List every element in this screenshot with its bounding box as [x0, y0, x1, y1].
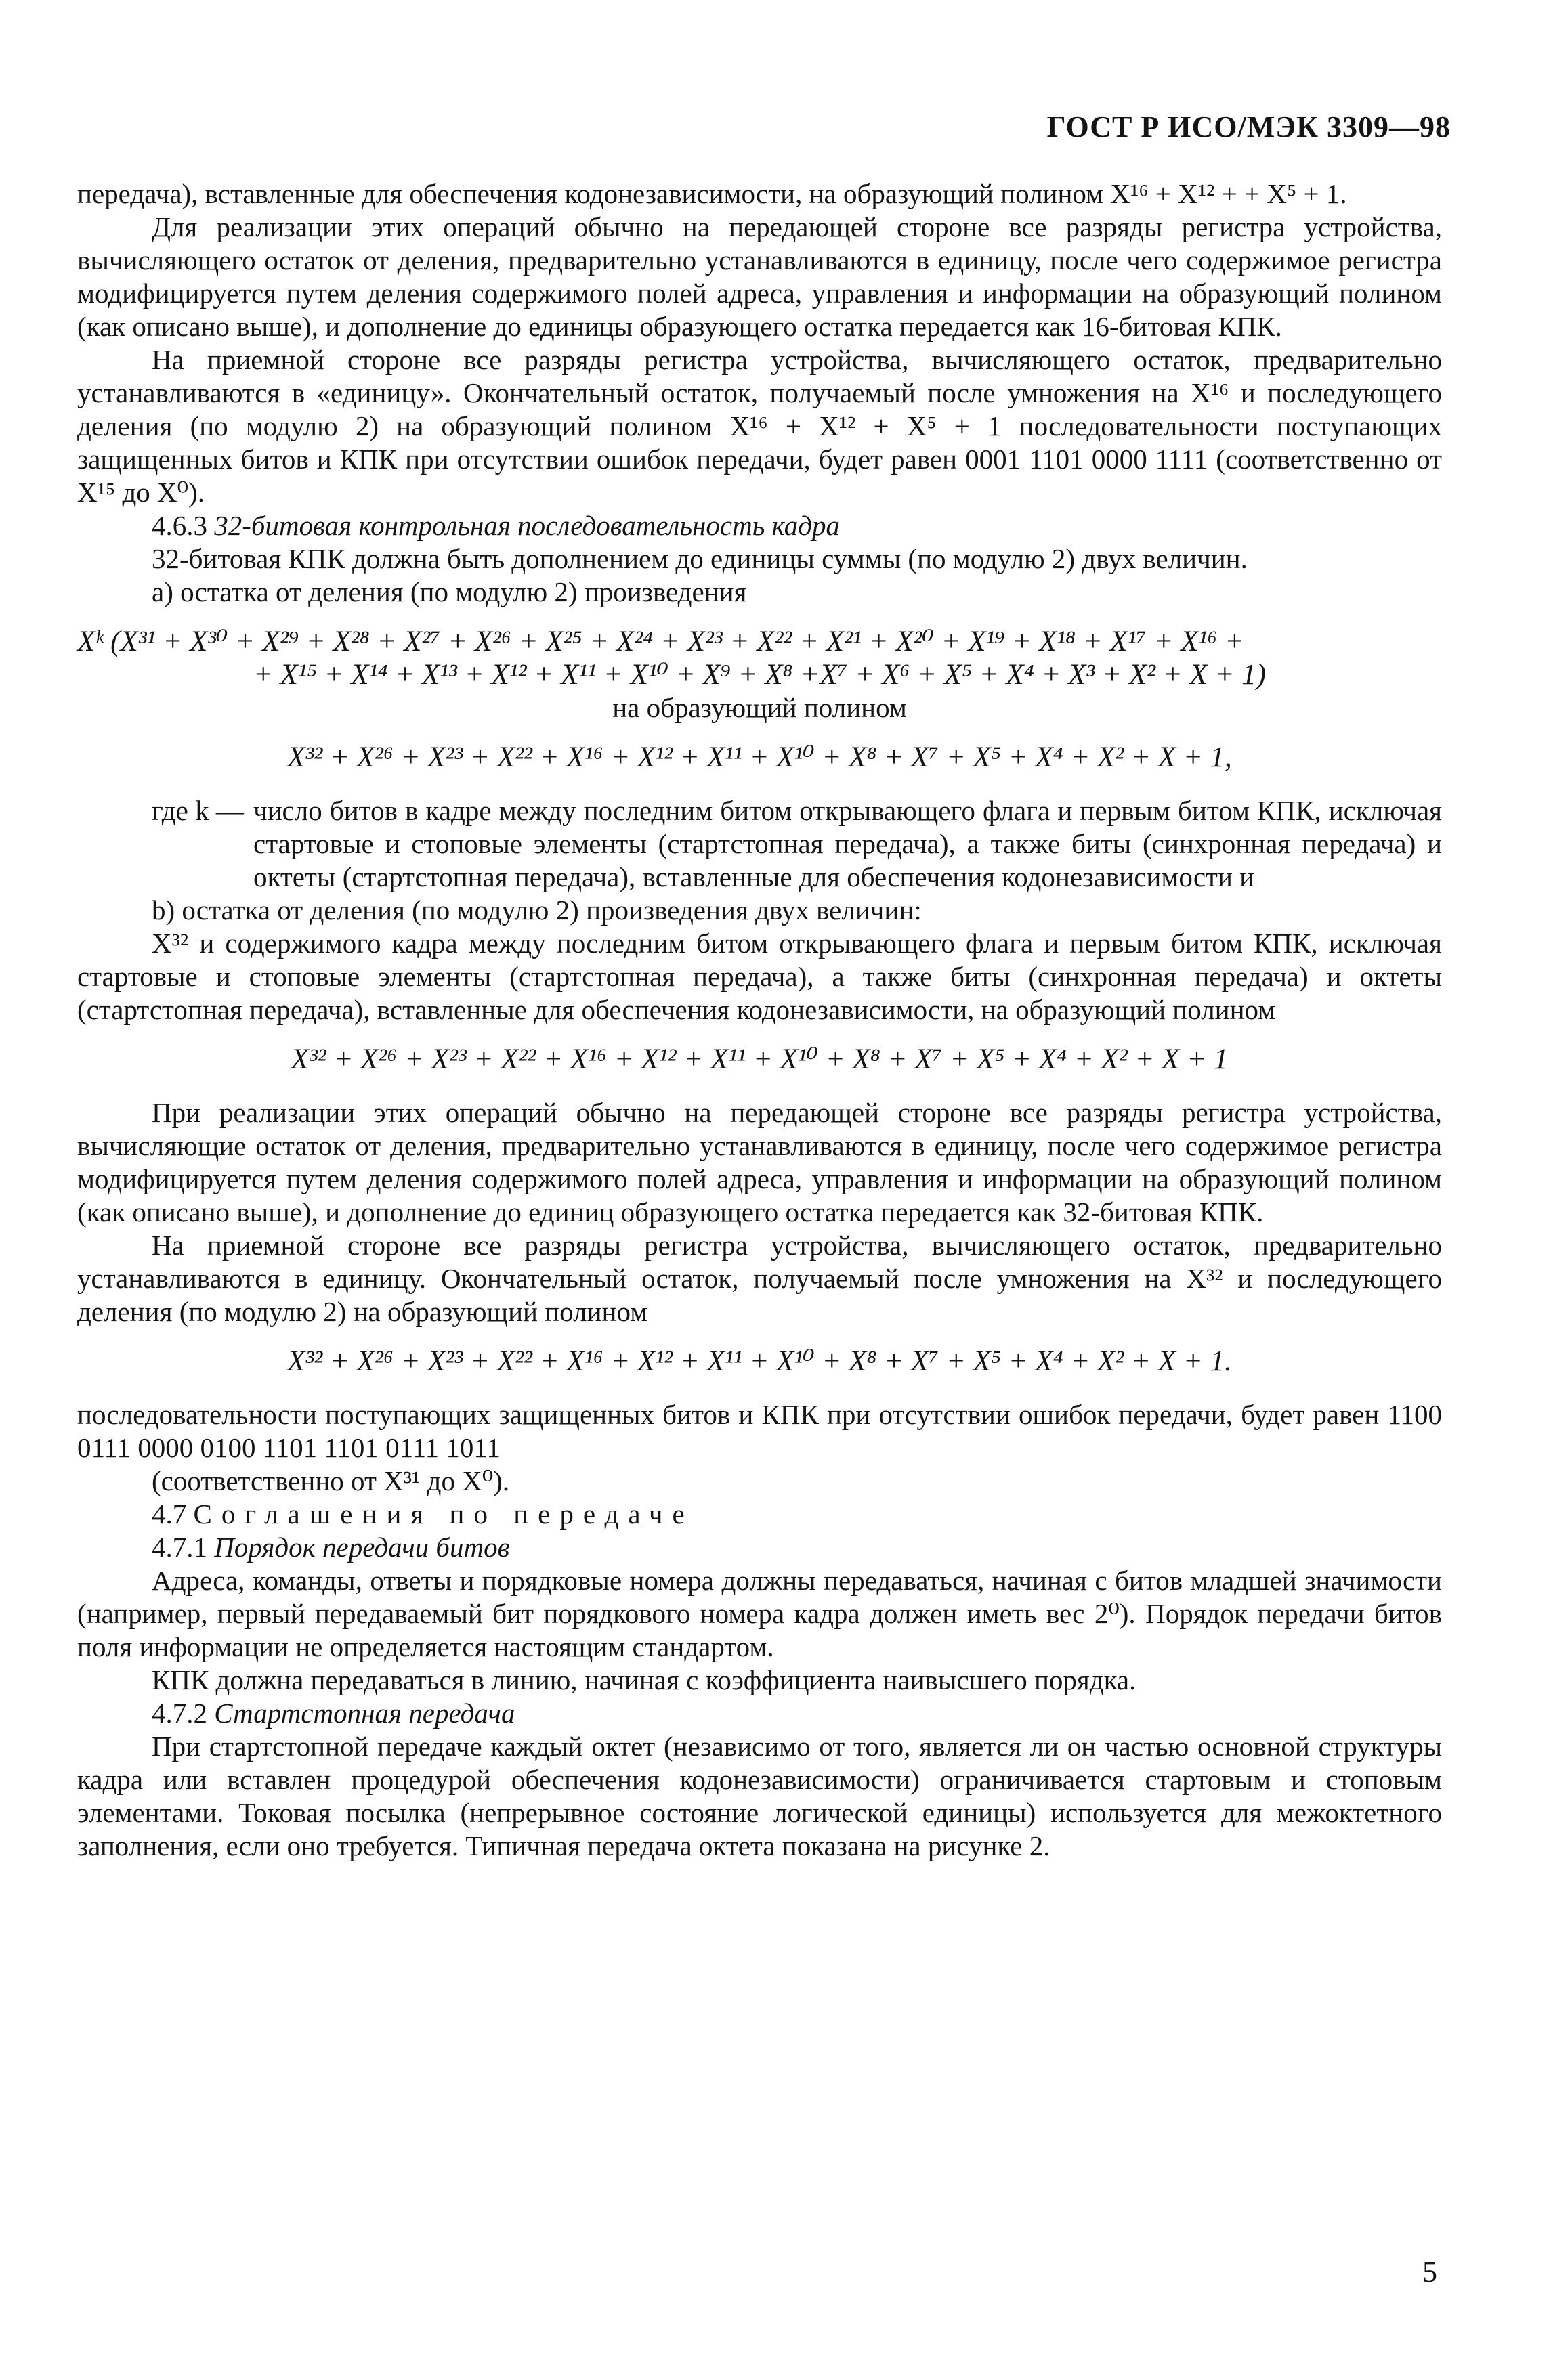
paragraph-fcs-order: КПК должна передаваться в линию, начиная с коэффициента наивысшего порядка.	[152, 1664, 1136, 1695]
paragraph-continuation: передача), вставленные для обеспечения кодонезависимости, на образующий полином X¹⁶ + X¹² + + X⁵ + 1.	[77, 178, 1347, 209]
formula-generator-polynomial-2: X³² + X²⁶ + X²³ + X²² + X¹⁶ + X¹² + X¹¹ + X¹⁰ + X⁸ + X⁷ + X⁵ + X⁴ + X² + X + 1	[291, 1043, 1229, 1075]
paragraph-start-stop: При стартстопной передаче каждый октет (независимо от того, является ли он частью основной структуры кадра или вставлен процедурой обеспечения кодонезависимости) ограничивается стартовым и стоповым элементами. Токовая посылка (непрерывное состояние логической единицы) используется для межоктетного заполнения, если оно требуется. Типичная передача октета показана на рисунке 2.	[77, 1731, 1442, 1861]
formula-caption: на образующий полином	[612, 692, 907, 723]
paragraph-16bit-receive: На приемной стороне все разряды регистра устройства, вычисляющего остаток, предварительно устанавливаются в «единицу». Окончательный остаток, получаемый после умножения на X¹⁶ и последующего деления (по модулю 2) на образующий полином X¹⁶ + X¹² + X⁵ + 1 последовательности поступающих защищенных битов и КПК при отсутствии ошибок передачи, будет равен 0001 1101 0000 1111 (соответственно от X¹⁵ до X⁰).	[77, 344, 1442, 508]
definition-text: число битов в кадре между последним битом открывающего флага и первым битом КПК, исключая стартовые и стоповые элементы (стартстопная передача), а также биты (синхронная передача) и октеты (стартстопная передача), вставленные для обеспечения кодонезависимости и	[253, 795, 1442, 892]
paragraph-32bit-receive: На приемной стороне все разряды регистра устройства, вычисляющего остаток, предварительно устанавливаются в единицу. Окончательный остаток, получаемый после умножения на X³² и последующего деления (по модулю 2) на образующий полином	[77, 1230, 1442, 1327]
definition-label: где k —	[152, 795, 244, 826]
page-number: 5	[1422, 2255, 1437, 2289]
paragraph-bit-order: Адреса, команды, ответы и порядковые номера должны передаваться, начиная с битов младшей значимости (например, первый передаваемый бит порядкового номера кадра должен иметь вес 2⁰). Порядок передачи битов поля информации не определяется настоящим стандартом.	[77, 1565, 1442, 1662]
paragraph-32bit-remainder: последовательности поступающих защищенных битов и КПК при отсутствии ошибок передачи, будет равен 1100 0111 0000 0100 1101 1101 0111 1011	[77, 1399, 1442, 1463]
section-number: 4.7	[152, 1498, 187, 1530]
section-title: 32-битовая контрольная последовательность кадра	[214, 510, 840, 541]
section-heading-4-7-2	[77, 1697, 1442, 1730]
formula-product-line-1: Xᵏ (X³¹ + X³⁰ + X²⁹ + X²⁸ + X²⁷ + X²⁶ + X²⁵ + X²⁴ + X²³ + X²² + X²¹ + X²⁰ + X¹⁹ + X¹⁸ + X¹⁷ + X¹⁶ +	[77, 626, 1245, 657]
paragraph-32bit-remainder-range: (соответственно от X³¹ до X⁰).	[152, 1465, 510, 1496]
section-number: 4.6.3	[152, 510, 207, 541]
section-title: Соглашения по передаче	[193, 1498, 694, 1530]
list-item-a: а) остатка от деления (по модулю 2) произведения	[152, 576, 747, 607]
formula-product-line-2: + X¹⁵ + X¹⁴ + X¹³ + X¹² + X¹¹ + X¹⁰ + X⁹ + X⁸ +X⁷ + X⁶ + X⁵ + X⁴ + X³ + X² + X + 1)	[253, 659, 1267, 691]
paragraph-16bit-transmit: Для реализации этих операций обычно на передающей стороне все разряды регистра устройства, вычисляющего остаток от деления, предварительно устанавливаются в единицу, после чего содержимое регистра модифицируется путем деления содержимого полей адреса, управления и информации на образующий полином (как описано выше), и дополнение до единицы образующего остатка передается как 16-битовая КПК.	[77, 211, 1442, 342]
formula-generator-polynomial-1: X³² + X²⁶ + X²³ + X²² + X¹⁶ + X¹² + X¹¹ + X¹⁰ + X⁸ + X⁷ + X⁵ + X⁴ + X² + X + 1,	[287, 741, 1232, 773]
section-title: Порядок передачи битов	[214, 1532, 510, 1563]
definition-k	[77, 794, 1442, 894]
section-heading-4-6-3	[77, 509, 1442, 542]
section-number: 4.7.1	[152, 1532, 207, 1563]
section-heading-4-7	[77, 1498, 1442, 1531]
section-number: 4.7.2	[152, 1697, 207, 1729]
section-heading-4-7-1	[77, 1531, 1442, 1564]
paragraph-x32-content: X³² и содержимого кадра между последним битом открывающего флага и первым битом КПК, исключая стартовые и стоповые элементы (стартстопная передача), а также биты (синхронная передача) и октеты (стартстопная передача), вставленные для обеспечения кодонезависимости, на образующий полином	[77, 928, 1442, 1025]
list-item-b: b) остатка от деления (по модулю 2) произведения двух величин:	[152, 894, 922, 926]
paragraph-32bit-intro: 32-битовая КПК должна быть дополнением до единицы суммы (по модулю 2) двух величин.	[152, 543, 1248, 574]
document-header: ГОСТ Р ИСО/МЭК 3309—98	[1046, 110, 1451, 144]
section-title: Стартстопная передача	[214, 1697, 515, 1729]
paragraph-32bit-transmit: При реализации этих операций обычно на передающей стороне все разряды регистра устройства, вычисляющие остаток от деления, предварительно устанавливаются в единицу, после чего содержимое регистра модифицируется путем деления содержимого полей адреса, управления и информации на образующий полином (как описано выше), и дополнение до единиц образующего остатка передается как 32-битовая КПК.	[77, 1097, 1442, 1228]
formula-generator-polynomial-3: X³² + X²⁶ + X²³ + X²² + X¹⁶ + X¹² + X¹¹ + X¹⁰ + X⁸ + X⁷ + X⁵ + X⁴ + X² + X + 1.	[287, 1345, 1232, 1377]
page-body	[77, 177, 1442, 1863]
